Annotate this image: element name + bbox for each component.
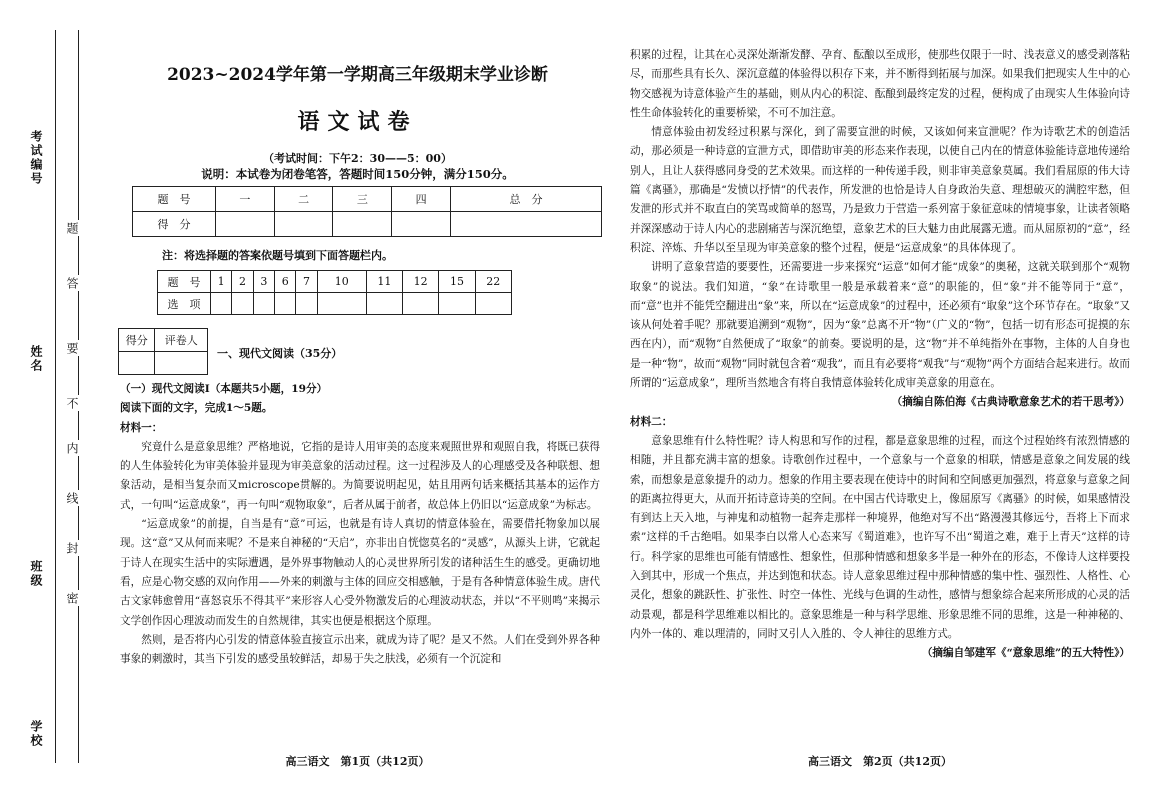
answer-table: [157, 270, 512, 315]
right-page: [630, 0, 1130, 793]
score-header-cell: 题 号: [133, 187, 216, 212]
binding-line-outer: [55, 30, 56, 763]
exam-number-label: 考试编号: [29, 130, 43, 186]
class-label: 班级: [29, 560, 43, 588]
paragraph: “运意成象”的前提，自当是有“意”可运，也就是有诗人真切的情意体验在，需要借托物象加以展现。这“意”又从何而来呢？不是来自神秘的“天启”，亦非出自恍惚莫名的“灵感”，从源头上讲，它就起于诗人在现实生活中的实际遭遇，是外界事物触动人的心灵世界所引发的诸种活生生的感受。更确切地看，应是心物交感的双向作用——外来的刺激与主体的回应交相感触，于是有各种情意体验生成。唐代古文家韩愈曾用“喜怒哀乐不得其平”来形容人心受外物激发后的心理波动状态，并以“不平则鸣”来揭示文学创作因心理波动而发生的自然规律，其实也便是根据这个原理。: [120, 518, 600, 627]
answer-cell[interactable]: [211, 293, 232, 315]
score-header-cell: 总 分: [450, 187, 601, 212]
grader-table: [118, 328, 208, 375]
score-header-cell: 四: [392, 187, 451, 212]
part-title: （一）现代文阅读Ⅰ（本题共5小题，19分）: [120, 383, 328, 395]
grader-score-cell[interactable]: [119, 352, 155, 375]
paragraph: 情意体验由初发经过积累与深化，到了需要宣泄的时候，又该如何来宣泄呢？作为诗歌艺术的创造活动，那必须是一种诗意的宣泄方式，即借助审美的形态来作表现，以使自己内在的情意体验能诗意地传递给别人，且让人获得感同身受的艺术效果。而这样的一种传递手段，则非审美意象莫属。我们看屈原的伟大诗篇《离骚》，那确是“发愤以抒情”的代表作，所发泄的也恰是诗人自身政治失意、理想破灭的满腔牢愁，但发泄的形式并不取直白的笑骂或简单的怒骂，乃是致力于营造一系列富于象征意味的情境事象，让读者领略并深深感动于诗人内心的悲剧痛苦与深沉绝望，意象艺术的巨大魅力由此展露无遗。而从屈原初的“意”，经积淀、淬炼、升华以至呈现为审美意象的整个过程，便是“运意成象”的具体体现了。: [630, 126, 1130, 254]
exam-time: （考试时间：下午2：30——5：00）: [263, 152, 452, 165]
paragraph: 然则，是否将内心引发的情意体验直接宣示出来，就成为诗了呢？是又不然。人们在受到外界各种事象的刺激时，其当下引发的感受虽较鲜活，却易于失之肤浅，必须有一个沉淀和: [120, 633, 600, 666]
material-label: 材料一：: [120, 421, 163, 434]
paragraph: 意象思维有什么特性呢？诗人构思和写作的过程，都是意象思维的过程，而这个过程始终有浓烈情感的相随，并且都充满丰富的想象。诗歌创作过程中，一个意象与一个意象的相联，情感是意象之间发展的线索，而想象是意象提升的动力。想象的作用主要表现在使诗中的时间和空间感更加强烈，将意象与意象之间的距离拉得更大，从而开拓诗意诗美的空间。在中国古代诗歌史上，像屈原写《离骚》的时候，如果感情没有到达上天入地，与神鬼和动植物一起奔走那样一种境界，他绝对写不出“路漫漫其修远兮，吾将上下而求索”这样的千古绝唱。如果李白以常人心态来写《蜀道难》，也许写不出“蜀道之难，难于上青天”这样的诗行。科学家的思维也可能有情感性、想象性，但那种情感和想象多半是一种外在的形态，不像诗人这样要投入到其中，形成一个焦点，并达到饱和状态。诗人意象思维过程中那种情感的集中性、强烈性、人格性、心灵化，想象的跳跃性、扩张性、时空一体性、光线与色调的生动性，感情与想象综合起来所形成的心灵的活动景观，都是科学思维难以相比的。意象思维是一种与科学思维、形象思维不同的思维，这是一种神秘的、内外一体的、难以理清的，同时又引人入胜的、令人神往的思维方式。: [630, 434, 1130, 640]
paragraph: 究竟什么是意象思维？严格地说，它指的是诗人用审美的态度来观照世界和观照自我，将既已获得的人生体验转化为审美体验并显现为审美意象的活动过程。这一过程涉及人的心理感受及各种联想、想象活动，是相当复杂而又microscope贯解的。为简要说明起见，姑且用两句话来概括其基本的运作方式，一句叫“运意成象”，再一句叫“观物取象”，后者从属于前者，故总体上仍旧以“运意成象”为标志。: [120, 440, 600, 511]
answer-number: 22: [475, 271, 511, 293]
paragraph: 讲明了意象营造的要要性，还需要进一步来探究“运意”如何才能“成象”的奥秘，这就关联到那个“观物取象”的说法。我们知道，“象”在诗歌里一般是承载着来“意”的职能的，但“象”并不能等同于“意”，而“意”也并不能凭空翻进出“象”来，所以在“运意成象”的过程中，还必须有“取象”这个环节存在。“取象”又该从何处着手呢？那就要追溯到“观物”，因为“象”总离不开“物”（广义的“物”，包括一切有形态可捉摸的东西在内），而“观物”自然便成了“取象”的前奏。要说明的是，这“物”并不单纯指外在事物，主体的人自身也是一种“物”，故而“观物”同时就包含着“观我”，而且有必要将“观我”与“观物”两个方面结合起来进行。故而所谓的“运意成象”，理所当然地含有将自我情意体验转化成审美意象的用意在。: [630, 261, 1130, 390]
paragraph: 积累的过程，让其在心灵深处渐渐发酵、孕育、酝酿以至成形，使那些仅限于一时、浅表意义的感受剥落粘尽，而那些具有长久、深沉意蕴的体验得以积存下来，并不断得到拓展与加深。如果我们把现实人生中的心物交感视为诗意体验产生的基础，则从内心的积淀、酝酿到最终定发的过程，便构成了由现实人生体验向诗性生命体验转化的重要桥梁，不可不加注意。: [630, 49, 1130, 119]
score-header-cell: 二: [274, 187, 333, 212]
score-cell[interactable]: [450, 212, 601, 237]
grader-score-label: 得分: [119, 329, 155, 352]
exam-title: 2023~2024学年第一学期高三年级期末学业诊断: [167, 65, 548, 85]
answer-number: 15: [439, 271, 475, 293]
answer-number: 7: [296, 271, 317, 293]
footer-left: 高三语文 第1页（共12页）: [285, 755, 430, 768]
answer-cell[interactable]: [366, 293, 402, 315]
score-header-cell: 一: [216, 187, 275, 212]
seal-char: 答: [65, 277, 79, 289]
exam-note: 说明：本试卷为闭卷笔答，答题时间150分钟，满分150分。: [201, 167, 514, 181]
seal-char: 内: [65, 442, 79, 454]
seal-char: 不: [65, 397, 79, 409]
answer-number: 1: [211, 271, 232, 293]
binding-margin: [0, 0, 100, 793]
school-label: 学校: [29, 720, 43, 748]
right-body: [630, 46, 1130, 664]
name-label: 姓名: [29, 345, 43, 373]
part-instruction: 阅读下面的文字，完成1～5题。: [120, 402, 273, 415]
section-title: 一、现代文阅读（35分）: [217, 347, 343, 360]
seal-char: 封: [65, 542, 79, 554]
answer-number: 6: [275, 271, 296, 293]
answer-cell[interactable]: [317, 293, 366, 315]
score-cell[interactable]: [392, 212, 451, 237]
answer-cell[interactable]: [475, 293, 511, 315]
answer-number: 3: [253, 271, 274, 293]
answer-cell[interactable]: [275, 293, 296, 315]
answer-cell[interactable]: [253, 293, 274, 315]
answer-number: 11: [366, 271, 402, 293]
answer-option-label: 选 项: [158, 293, 211, 315]
score-cell[interactable]: [216, 212, 275, 237]
score-row-label: 得 分: [133, 212, 216, 237]
answer-cell[interactable]: [439, 293, 475, 315]
answer-cell[interactable]: [232, 293, 253, 315]
answer-number: 10: [317, 271, 366, 293]
answer-cell[interactable]: [296, 293, 317, 315]
source-citation: （摘编自邹建军《“意象思维”的五大特性》）: [921, 647, 1130, 660]
score-cell[interactable]: [274, 212, 333, 237]
subject-title: 语文试卷: [297, 109, 418, 135]
source-citation: （摘编自陈伯海《古典诗歌意象艺术的若干思考》）: [891, 396, 1130, 409]
grader-reviewer-label: 评卷人: [155, 329, 208, 352]
answer-number-label: 题 号: [158, 271, 211, 293]
answer-cell[interactable]: [403, 293, 439, 315]
seal-char: 题: [65, 222, 79, 234]
score-cell[interactable]: [333, 212, 392, 237]
seal-char: 要: [65, 342, 79, 354]
footer-right: 高三语文 第2页（共12页）: [808, 755, 952, 768]
grader-reviewer-cell[interactable]: [155, 352, 208, 375]
seal-char: 密: [65, 592, 79, 604]
seal-char: 线: [65, 492, 79, 504]
score-table: [132, 186, 602, 237]
answer-note: 注：将选择题的答案依题号填到下面答题栏内。: [162, 249, 393, 262]
left-body: [120, 380, 600, 669]
score-header-cell: 三: [333, 187, 392, 212]
material-label: 材料二：: [630, 415, 673, 428]
left-page: [110, 0, 605, 793]
answer-number: 12: [403, 271, 439, 293]
answer-number: 2: [232, 271, 253, 293]
